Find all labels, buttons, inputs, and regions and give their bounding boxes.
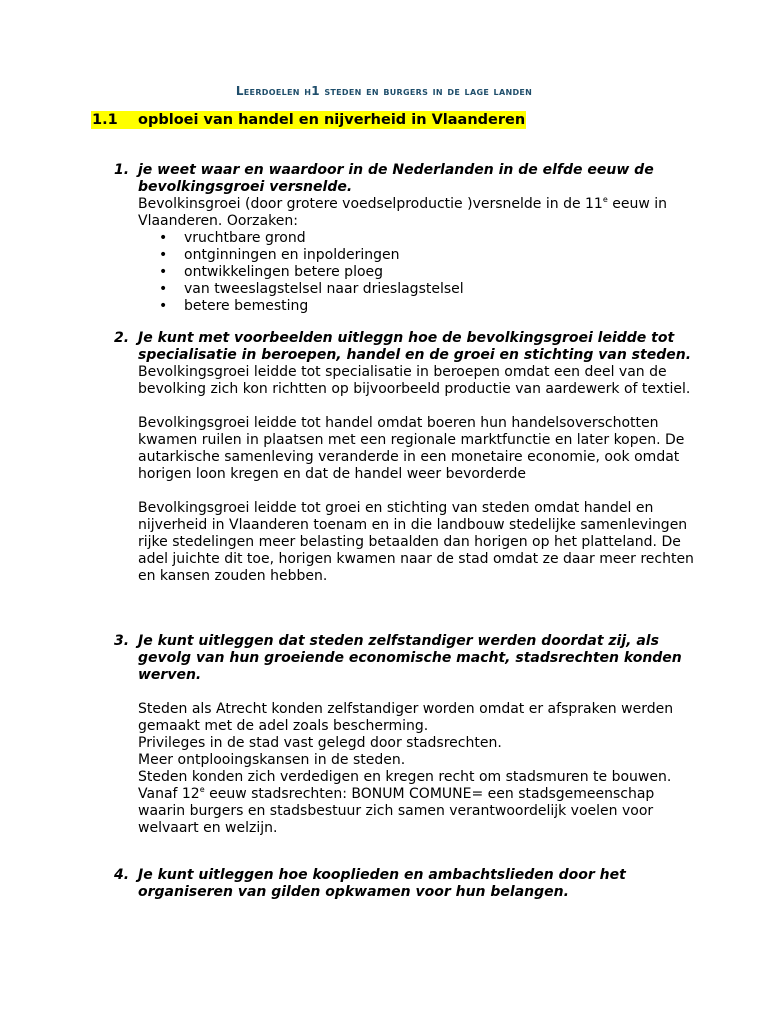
document-title: Leerdoelen h1 steden en burgers in de lage landen [235, 84, 533, 98]
list-item: • betere bemesting [138, 298, 698, 315]
goal-answer: Steden als Atrecht konden zelfstandiger worden omdat er afspraken werden gemaakt met de adel zoals bescherming. [138, 701, 674, 734]
learning-goal-3 [114, 633, 698, 837]
goal-heading: Je kunt uitleggen hoe kooplieden en ambachtslieden door het organiseren van gilden opkwamen voor hun belangen. [138, 867, 626, 900]
goal-heading: Je kunt met voorbeelden uitleggn hoe de bevolkingsgroei leidde tot specialisatie in beroepen, handel en de groei en stichting van steden. [138, 330, 692, 363]
section-title: opbloei van handel en nijverheid in Vlaanderen [138, 112, 526, 128]
goal-number: 2. [114, 330, 130, 346]
goal-answer: Vanaf 12e eeuw stadsrechten: BONUM COMUNE= een stadsgemeenschap waarin burgers en stadsbestuur zich samen verantwoordelijk voelen voor welvaart en welzijn. [138, 785, 655, 836]
list-item: • vruchtbare grond [138, 230, 698, 247]
goal-heading: je weet waar en waardoor in de Nederlanden in de elfde eeuw de bevolkingsgroei versnelde. [138, 162, 654, 195]
learning-goal-1 [114, 162, 698, 315]
goal-number: 4. [114, 867, 130, 883]
goal-number: 1. [114, 162, 130, 178]
goal-answer: Bevolkingsgroei leidde tot groei en stichting van steden omdat handel en nijverheid in Vlaanderen toenam en in die landbouw stedelijke samenlevingen rijke stedelingen meer belasting betaalden dan horigen op het platteland. De adel juichte dit toe, horigen kwamen naar de stad omdat ze daar meer rechten en kansen zouden hebben. [138, 500, 694, 584]
goal-number: 3. [114, 633, 130, 649]
goal-answer: Bevolkingsgroei leidde tot specialisatie in beroepen omdat een deel van de bevolking zich kon richtten op bijvoorbeeld productie van aardewerk of textiel. [138, 364, 691, 397]
goal-answer: Bevolkingsgroei leidde tot handel omdat boeren hun handelsoverschotten kwamen ruilen in plaatsen met een regionale marktfunctie en later kopen. De autarkische samenleving veranderde in een monetaire economie, ook omdat horigen loon kregen en dat de handel weer bevorderde [138, 415, 685, 482]
section-number: 1.1 [92, 112, 118, 128]
list-item: • van tweeslagstelsel naar drieslagstelsel [138, 281, 698, 298]
goal-answer: Steden konden zich verdedigen en kregen recht om stadsmuren te bouwen. [138, 769, 672, 785]
list-item: • ontginningen en inpolderingen [138, 247, 698, 264]
goal-answer: Bevolkinsgroei (door grotere voedselproductie )versnelde in de 11e eeuw in Vlaanderen. Oorzaken: [138, 195, 667, 229]
goal-heading: Je kunt uitleggen dat steden zelfstandiger werden doordat zij, als gevolg van hun groeiende economische macht, stadsrechten konden werven. [138, 633, 682, 683]
learning-goal-2 [114, 330, 698, 585]
goal-answer: Meer ontplooingskansen in de steden. [138, 752, 406, 768]
learning-goal-4 [114, 867, 698, 901]
goal-answer: Privileges in de stad vast gelegd door stadsrechten. [138, 735, 502, 751]
cause-list [138, 230, 698, 315]
list-item: • ontwikkelingen betere ploeg [138, 264, 698, 281]
section-heading [91, 111, 526, 129]
